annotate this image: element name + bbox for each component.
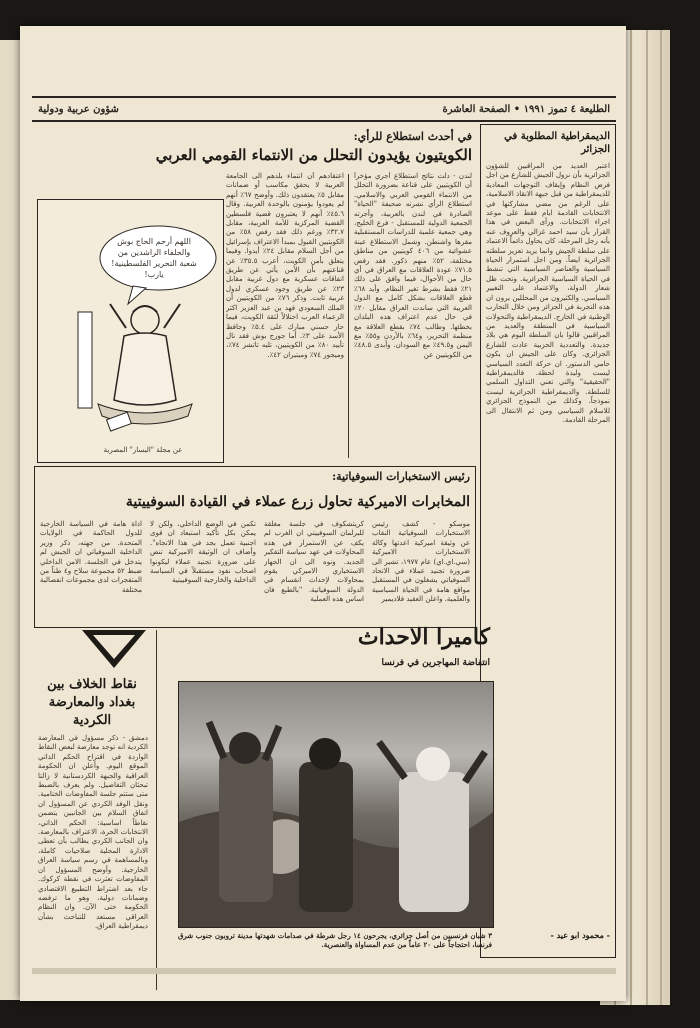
photo-caption: ٣ شبان فرنسيين من أصل جزائري، يجرحون ١٤ رجل شرطة في صدامات شهدتها مدينة تروبون جنوب شرق فرنسا، احتجاجاً على ٢٠ عاماً من عدم المساواة والعنصرية. [178, 931, 492, 950]
previous-page-edge [0, 40, 21, 1000]
cartoon-speech: اللهم أرحم الحاج بوش والحلفاء الراشدين من شعبة التحرير الفلسطينية! يارب! [111, 237, 197, 279]
kurds-title: نقاط الخلاف بين بغداد والمعارضة الكردية [47, 677, 137, 728]
protest-photo-scene [179, 682, 493, 927]
camera-subtitle: انتفاضة المهاجرين في فرنسا [381, 658, 490, 668]
column-divider [348, 174, 349, 458]
soviet-title: المخابرات الاميركية تحاول زرع عملاء في القيادة السوفييتية [125, 494, 470, 510]
algeria-body: اعتبر العديد من المراقبين للشؤون الجزائرية بأن نزول الجيش للشارع من اجل فرض النظام وإيقاف التوجهات المعادية للديمقراطية من قبل جبهة الانقاذ الاسلامية، على الرغم من مضي مشاركتها في الانتخابات القادمة ايام فقط على موعد اجراء الانتخابات. ورأى البعض في هذا القرار بأن سيد احمد غزالي والعروف عنه بأنه رجل المرحلة، كان يحاول دائماً الاعتماد على سلطة الجيش وانما يريد تعزيز سلطته الجزائرية ايضاً. ومن اجل استمرار الحياة السياسية والعناصر السياسية التي تنشط في الحياة السياسية الجزائرية. وتحت ظل شعار الدولة، والاعتماد على التغيير السياسي. والكثيرون من المحللين يرون ان هذه التجربة في الجزائر ومن خلال التجارب الوطنية في الخارج. الديمقراطية والتحولات السياسية في المنطقة والعديد من المراقبين قالوا بان السلطة اليوم هي بلاد جديدة. والتعددية الحزبية عادت للشارع الجزائري. وكان على الجيش ان يكون حامي الدستور. ان حركة التعدد السياسي ليست وليدة لحظة. فالديمقراطية "الحقيقية" والتي تعني التداول السلمي للسلطة. والديمقراطية الجزائرية ليست نموذجاً. وكذلك من النموذج الجزائري للاسلام السياسي ومن ثم الانتقال الى المرحلة القادمة. [486, 162, 610, 424]
issue-line: الطليعة ٤ تموز ١٩٩١ • الصفحة العاشرة [442, 103, 610, 115]
column-divider-kurds [156, 630, 157, 990]
page-header [32, 96, 616, 122]
cartoon-credit: عن مجلة "اليسار" المصرية [103, 446, 183, 454]
soviet-col-4: اداة هامة في السياسة الخارجية للدول الحاكمة في الولايات المتحدة. من جهته، ذكر وزير الداخلية السوفياتي ان الجيش لم يتدخل في الجلسة. الامن الداخلي ضبط ٥٢ مجموعة سلاح و٤ طناً من المتفجرات لدى مجموعات انفصالية مختلفة [40, 520, 142, 594]
soviet-col-2: كريتشكوف في جلسة مغلقة للبرلمان السوفييتي ان الغرب لم يكف عن الاستمرار في هذه المحاولات في عهد سياسة التفكير الجديد. ونوه الى ان الجهاز الاستخباري الاميركي يقوم بمحاولات لإحداث انقسام في الدولة السوفياتية. "بالطبع فان اساس هذه العملية [264, 520, 364, 604]
triangle-ornament-inner [93, 635, 135, 659]
algeria-title: الديمقراطية المطلوبة في الجزائر [504, 131, 610, 155]
newspaper-page [20, 26, 626, 1001]
soviet-col-1: موسكو - كشف رئيس الاستخبارات السوفياتية النقاب عن وثيقة اميركية اعدتها وكالة الاستخبارات الاميركية (سي.اي.اي) عام ١٩٧٧، تشير الى ضرورة تجنيد عملاء في الاتحاد السوفياتي يشغلون في المستقبل مواقع هامة في الحياة السياسية والعلمية. واعلن العقيد فلاديمير [372, 520, 470, 604]
soviet-kicker: رئيس الاستخبارات السوفياتية: [332, 470, 470, 483]
kuwait-kicker: في أحدث استطلاع للرأي: [353, 130, 472, 143]
protest-photo [178, 681, 494, 928]
kuwait-body-left: اعتقادهم أن انتماء بلدهم الى الجامعة العربية لا يحقق مكاسب أو ضمانات مقابل ٥٪ يعتقدون ذلك. وأوضح ٦٧٪ أنهم لم يعودوا يؤمنون بالوحدة العربية. وقال ٤٥.٦٪ أنهم لا يعتبرون قضية فلسطين القضية المركزية للأمة العربية، مقابل ٣٢.٧٪ ورغم ذلك فقد رفض ٥٨٪ من الكويتيين القبول بمبدأ الاعتراف بإسرائيل من أجل السلام مقابل ٢٤٪ أيدوا. وفيما يتعلق بأمن الكويت، أعرب ٣٥.٥٪ عن قناعتهم بأن الأمن يأتي عن طريق اتفاقات عسكرية مع دول غربية مقابل ٢٣٪ عن طريق وجود عسكري لدول غربية ثابت. وذكر ٧٦٪ من الكويتيين أن الملك السعودي فهد بن عبد العزيز اكثر الزعماء العرب احتلالاً لثقة الكويت، فيما حاز حسني مبارك على ٥.٤٪ وحافظ الأسد على ٣٪. أما جورج بوش فقد نال تأييد ٨٠٪ من الكويتيين، تليه تاتشر ٧٤٪، وميجور ٧٤٪ وميتيران ٤٢٪. [226, 172, 344, 359]
camera-logo: كاميرا الاحداث [357, 624, 490, 650]
bottom-margin [32, 968, 616, 974]
kuwait-body-right: لندن - دلت نتائج استطلاع أجري مؤخراً أن الكويتيين على قناعة بضرورة التحلل من الانتماء القومي العربي والاسلامي. استطلاع الرأي نشرته صحيفة "الحياة" الصادرة في لندن بالعربية، وأجرته الجمعية الدولية للمستقبل - فرع الخليج، وهي جمعية علمية للدراسات المستقبلية مقرها واشنطن. وشمل الاستطلاع عينة عشوائية من ٤٠٦ كويتيين من مناطق مختلفة، ٥٢٪ منهم ذكور. فقد رفض ٧١.٥٪ عودة العلاقات مع العراق في أي حال من الأحوال، فيما وافق على ذلك ٢١٪ فقط بشرط تغير النظام. وأيد ٦٨٪ قطع العلاقات بشكل كامل مع الدول العربية التي ساندت العراق مقابل ٢٠٪ في حال عدم اعتراف هذه البلدان بخطئها. وطالب ٧٤٪ بقطع العلاقة مع منظمة التحرير، و٦٤٪ بالأردن و٥٥٪ مع اليمن و٤٩.٥٪ مع السودان. وأبدى ٤٨.٥٪ من الكويتيين عن [354, 172, 472, 359]
kuwait-title: الكويتيون يؤيدون التحلل من الانتماء القومي العربي [155, 146, 472, 164]
cartoon [37, 199, 224, 463]
algeria-author: - محمود ابو عيد - [550, 930, 610, 940]
section-label: شؤون عربية ودولية [38, 103, 119, 115]
soviet-col-3: تكمن في الوضع الداخلي، ولكن لا يمكن بكل تأكيد استبعاد ان قوى اجنبية تعمل بجد في هذا الاتجاه". وأضاف ان الوثيقة الاميركية تنص على ضرورة تجنيد عملاء ليكونوا اصحاب نفوذ مستقبلاً في السياسة الداخلية والخارجية السوفييتية [150, 520, 256, 585]
kurds-body: دمشق - ذكر مسؤول في المعارضة الكردية انه توجد معارضة لبعض النقاط الواردة في اقتراح الحكم الذاتي الموقع اليوم. وأعلن ان الحكومة العراقية والجبهة الكردستانية لا زالتا تبحثان التفاصيل. ولم يعرف بالضبط متى ستتم جلسة المفاوضات الختامية. ونقل الوفد الكردي عن المسؤول ان اتفاق السلام بين الجانبين يتضمن نقاطاً اساسية: الحكم الذاتي، الانتخابات الحرة، الاعتراف بالمعارضة. وان الجانب الكردي يطالب بأن تعطى الادارة المحلية صلاحيات كاملة، وبالمساهمة في رسم سياسة العراق الخارجية. وأوضح المسؤول ان المفاوضات تعثرت في نقطة كركوك. جاء بعد اشتراط التطبيع الاقتصادي وضمانات دولية، وهو ما ترفضه الحكومة حتى الآن. وان النظام العراقي مستعد للتباحث بشأن ديمقراطية العراق. [38, 734, 148, 931]
